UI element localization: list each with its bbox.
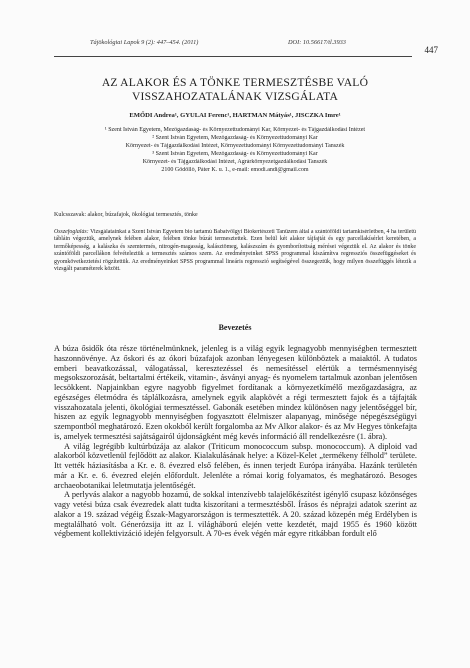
affiliation-line: Környezet- és Tájgazdálkodási Intézet, Agrárkörnyezetgazdálkodási Tanszék: [142, 158, 328, 165]
body-paragraph: A világ legrégibb kultúrbúzája az alakor (Triticum monococcum subsp. monococcum). A diploid vad alakorból közvetlenül fejlődött az alakor. Kialakulásának helye: a Közel-Kelet „termékeny félhold” területe. Itt vették háziasításba a Kr. e. 8. évezred első felében, és innen terjedt Európa irányába. Hazánk területén már a Kr. e. 6. évezred elején előfordult. Jelenléte a római korig folyamatos, és meghatározó. Besoges archaeobotanikai leletmutatja jelentőségét.: [54, 441, 417, 490]
abstract: [54, 229, 416, 289]
body-paragraph: A perlyvás alakor a nagyobb hozamú, de sokkal intenzívebb talajelőkészítést igénylő csupasz közönséges vagy vetési búza csak évezredek alatt tudta kiszorítani a termesztésből. Írásos és néprajzi adatok szerint az alakor a 19. század végéig Észak-Magyarországon is termesztették. A 20. század közepén még Erdélyben is megtalálható volt. Génerózsija itt az I. világháború elején vette kezdetét, majd 1955 és 1960 között végbement kollektivizáció idején felgyorsult. A 70-es évek végén már egyre ritkábban fordult elő: [54, 490, 417, 539]
title-line-1: AZ ALAKOR ÉS A TÖNKE TERMESZTÉSBE VALÓ: [101, 76, 369, 89]
title-line-2: VISSZAHOZATALÁNAK VIZSGÁLATA: [131, 90, 339, 103]
doi-text: DOI: 10.56617/tl.3933: [288, 39, 346, 46]
abstract-text: Vizsgálatainkat a Szent István Egyetem bio tartamú Babatvölgyi Biokertészeti Tanüzem által a szántóföldi tartamkísérletben, 4 ha területű tábláin végeztük, amelynek felében alakor, felében tönke búzát termesztettek. Ezen belül két alakor tájfajtát és egy parcellakísérlet keretében, a termőképesség, a kalászka és szemtermés, nitrogén-magasság, kalásztömeg, kalászszám és gyomborítottság mérései végeztük el. Az alakor és tönke szántóföldi parcellákon felvételeztük a termesztés számos szem. Az eredményeinket SPSS programmal kiszámítva regressziós összefüggéseket és gyomkövetkeztetési rögzítettük. Az eredményeinket SPSS programmal lineáris regresszió segítségével összegeztük, hogy milyen összefüggés létezik a vizsgált paraméterek között.: [54, 229, 416, 273]
body-text: [54, 344, 417, 660]
affiliation-email: 2100 Gödöllő, Páter K. u. 1., e-mail: emodi.andi@gmail.com: [161, 166, 309, 173]
article-title: [54, 76, 416, 104]
abstract-label: Összefoglalás:: [54, 229, 89, 235]
section-heading: Bevezetés: [218, 323, 252, 332]
keywords: Kulcsszavak: alakor, búzafajok, ökológiai termesztés, tönke: [54, 212, 198, 218]
author-list: EMŐDI Andrea¹, GYULAI Ferenc¹, HARTMAN Mátyás¹, JISCZKA Imre¹: [129, 112, 341, 119]
affiliation-line: ³ Szent István Egyetem, Mezőgazdaság- és Környezettudományi Kar: [152, 150, 318, 157]
affiliations: [54, 127, 416, 174]
journal-citation: Tájökológiai Lapok 9 (2): 447–454. (2011): [90, 39, 199, 46]
affiliation-line: Környezet- és Tájgazdálkodási Intézet, Környezettudományi Környezettudományi Tanszék: [125, 142, 345, 149]
header-rule: [54, 56, 412, 57]
body-paragraph: A búza ősidők óta része történelmünknek, jelenleg is a világ egyik legnagyobb mennyiségben termesztett haszonnövénye. Az őskori és az ókori búzafajok azonban lényegesen különböztek a maiaktól. A tudatos emberi beavatkozással, válogatással, keresztezéssel és nemesítéssel elértük a termésmennyiség megsokszorozását, beltartalmi értékeik, vitamin-, ásványi anyag- és nyomelem tartalmuk azonban jelentősen lecsökkent. Napjainkban egyre nagyobb figyelmet fordítanak a környezetkímélő mezőgazdaságra, az egészséges életmódra és táplálkozásra, amelynek egyik alapkövét a régi termesztett fajok és a tájfajták visszahozatala jelenti, ökológiai termesztéssel. Gabonák esetében mindez különösen nagy jelentőséggel bír, hiszen az egyik legnagyobb mennyiségben fogyasztott élelmiszer alapanyag, minősége népegészségügyi szempontból meghatározó. Ezen okokból került forgalomba az Mv Alkor alakor- és az Mv Hegyes tönkefajta is, amelyek termesztési sajátságairól újdonságként még kevés információ áll rendelkezésre (1. ábra).: [54, 344, 417, 441]
page-number: 447: [424, 45, 438, 55]
affiliation-line: ² Szent István Egyetem, Mezőgazdaság- és Környezettudományi Kar: [152, 134, 318, 141]
affiliation-line: ¹ Szent István Egyetem, Mezőgazdaság- és Környezettudományi Kar, Környezet- és Tájgazdálkodási Intézet: [104, 127, 366, 133]
